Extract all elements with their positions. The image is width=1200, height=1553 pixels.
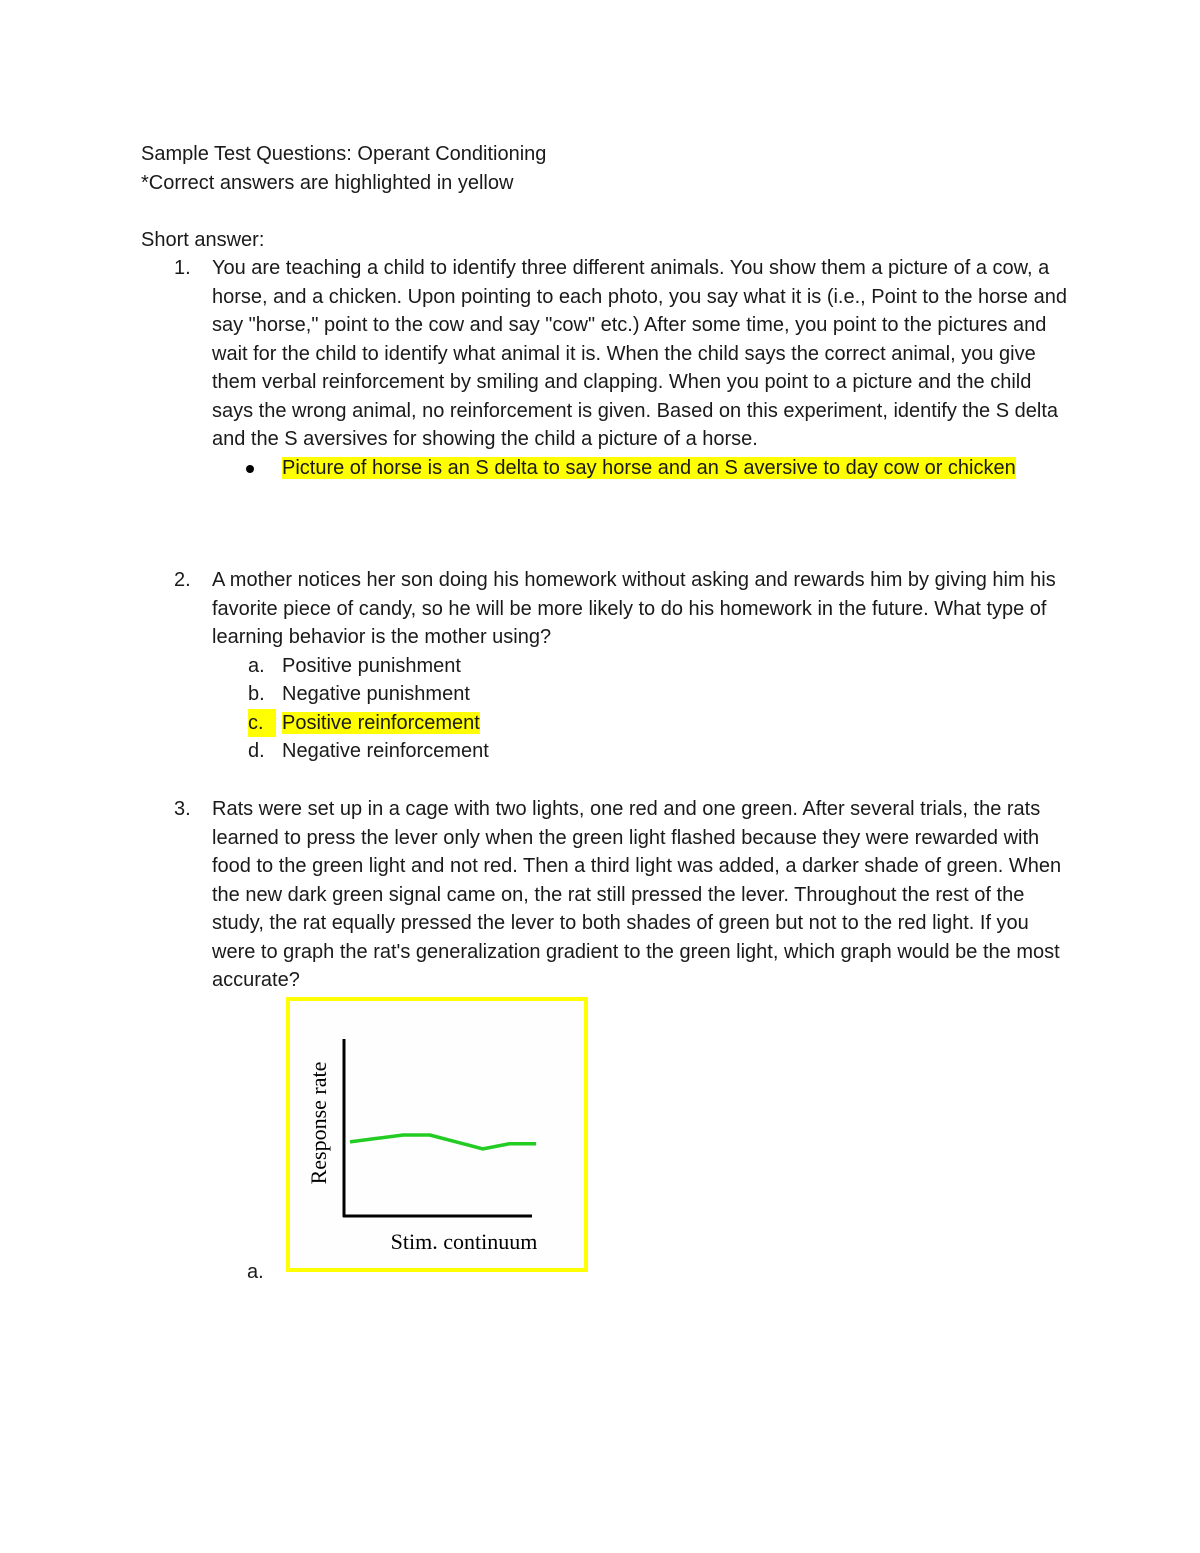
question-2	[141, 566, 1081, 766]
response-rate-line	[350, 1135, 536, 1149]
question-number: 1.	[174, 257, 191, 279]
page-title: Sample Test Questions: Operant Conditioning	[141, 143, 547, 165]
graph-option-label: a.	[247, 1261, 264, 1283]
option-text: Negative reinforcement	[282, 740, 489, 762]
bullet-icon	[246, 465, 254, 473]
y-axis-label: Response rate	[306, 1061, 331, 1185]
option-b	[248, 680, 1081, 709]
option-label: a.	[248, 654, 265, 677]
question-text: You are teaching a child to identify three different animals. You show them a picture of a cow, a horse, and a chicken. Upon pointing to each photo, you say what it is (i.e., Point to the horse and say "horse," point to the cow and say "cow" etc.) After some time, you point to the pictures and wait for the child to identify what animal it is. When the child says the correct animal, you give them verbal reinforcement by smiling and clapping. When you point to a picture and the child says the wrong animal, no reinforcement is given. Based on this experiment, identify the S delta and the S aversives for showing the child a picture of a horse.	[212, 257, 1067, 450]
option-label: d.	[248, 740, 265, 762]
question-number: 2.	[174, 569, 191, 591]
document-header	[141, 140, 1081, 197]
x-axis-label: Stim. continuum	[390, 1229, 538, 1254]
section-label: Short answer:	[141, 229, 265, 251]
option-a	[248, 652, 1081, 681]
option-label: c.	[248, 709, 276, 738]
question-number: 3.	[174, 798, 191, 820]
option-label: b.	[248, 683, 265, 705]
option-text: Positive reinforcement	[282, 711, 480, 734]
question-3	[141, 795, 1081, 995]
generalization-gradient-chart	[290, 1001, 584, 1268]
option-text: Negative punishment	[282, 683, 470, 705]
highlight-note: *Correct answers are highlighted in yellow	[141, 171, 514, 194]
graph-option-a-highlight	[286, 997, 588, 1272]
question-1	[141, 254, 1081, 482]
answer-bullet	[282, 454, 1042, 483]
correct-answer: Picture of horse is an S delta to say horse and an S aversive to day cow or chicken	[282, 456, 1016, 479]
option-d	[248, 737, 1081, 766]
option-text: Positive punishment	[282, 654, 461, 677]
question-text: A mother notices her son doing his homework without asking and rewards him by giving him his favorite piece of candy, so he will be more likely to do his homework in the future. What type of learning behavior is the mother using?	[212, 569, 1056, 648]
option-c-correct	[248, 709, 1081, 738]
question-text: Rats were set up in a cage with two lights, one red and one green. After several trials, the rats learned to press the lever only when the green light flashed because they were rewarded with food to the green light and not red. Then a third light was added, a darker shade of green. When the new dark green signal came on, the rat still pressed the lever. Throughout the rest of the study, the rat equally pressed the lever to both shades of green but not to the red light. If you were to graph the rat's generalization gradient to the green light, which graph would be the most accurate?	[212, 798, 1062, 991]
